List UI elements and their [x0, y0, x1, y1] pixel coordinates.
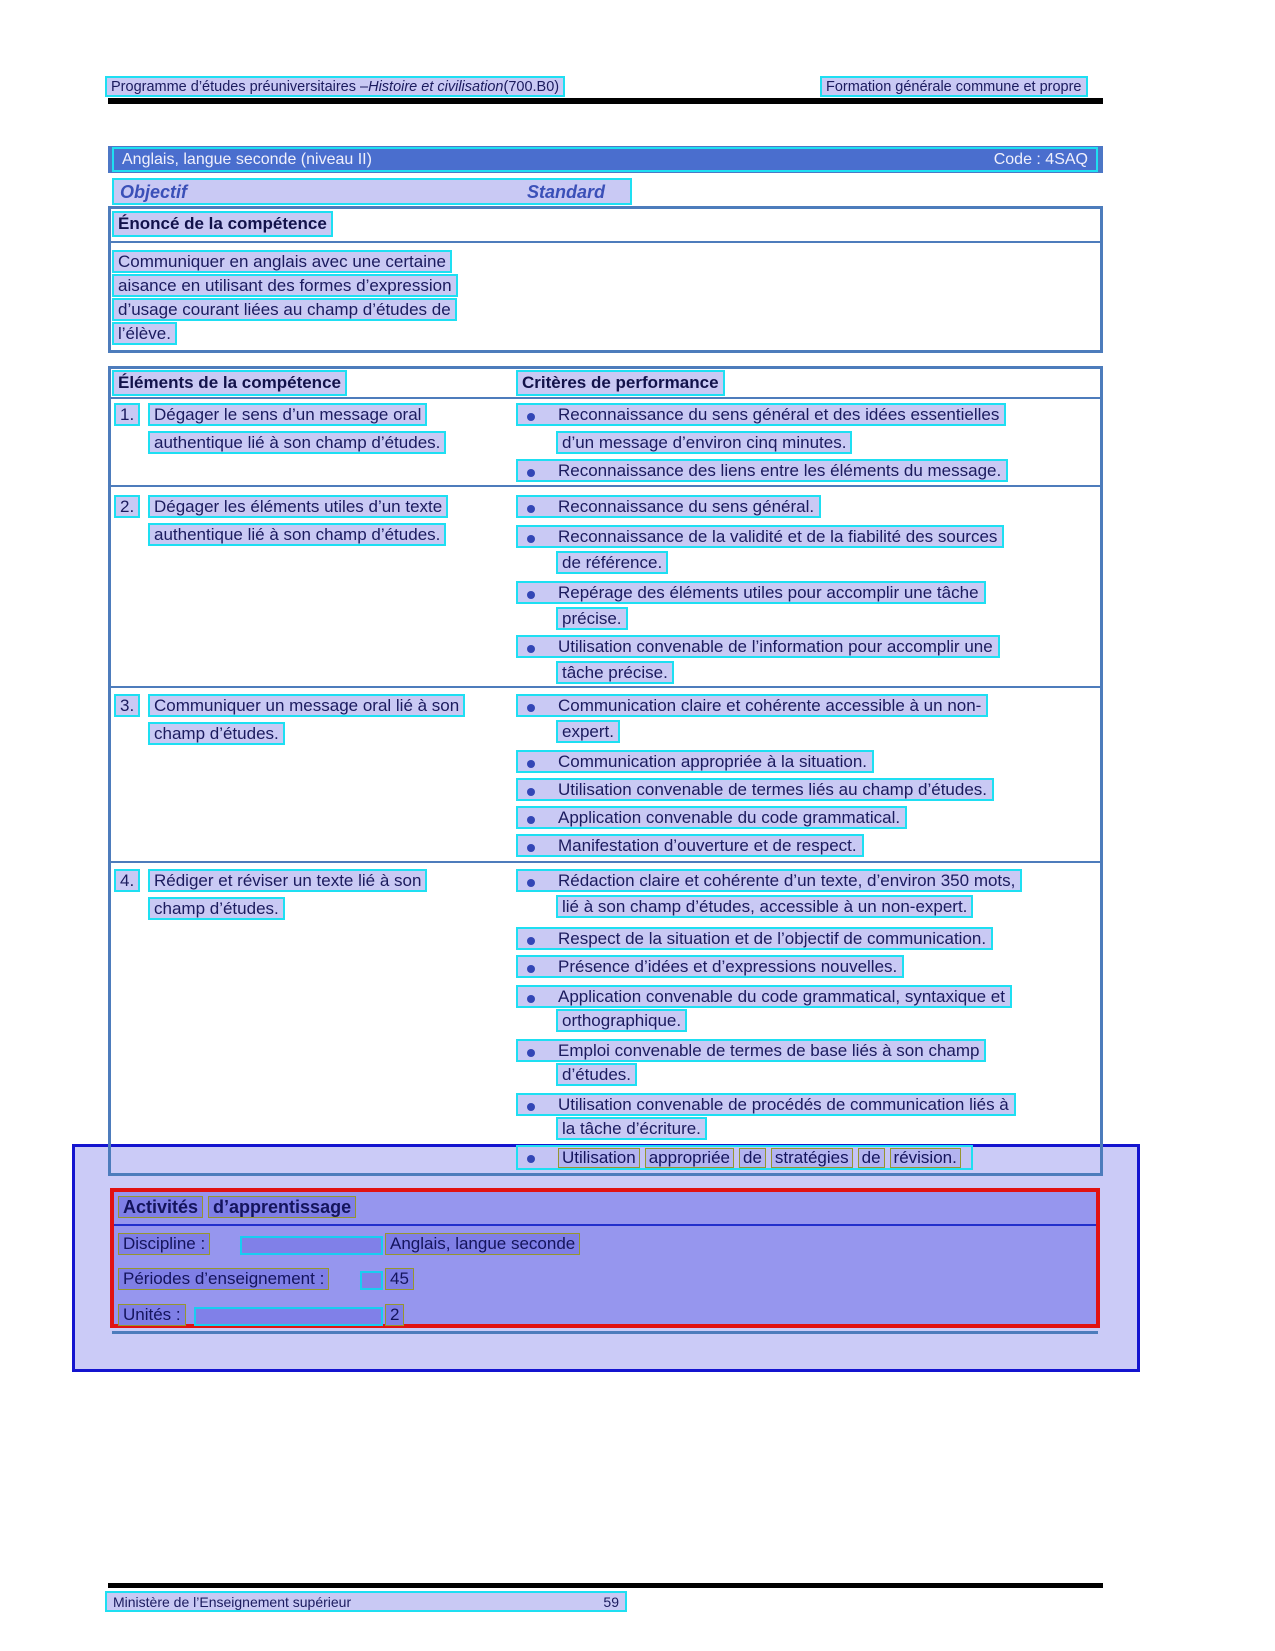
criterion-line: Communication appropriée à la situation.	[516, 750, 874, 773]
table-row-divider	[108, 485, 1103, 487]
header-left-italic: Histoire et civilisation	[368, 78, 504, 95]
element-line: champ d’études.	[148, 897, 285, 920]
criterion-line: de référence.	[556, 551, 668, 574]
criterion-line: Emploi convenable de termes de base liés à son champ	[516, 1039, 986, 1062]
objectif-label: Objectif	[120, 182, 188, 202]
bullet-icon	[527, 505, 535, 513]
activites-header	[118, 1196, 361, 1218]
table-row-divider	[108, 861, 1103, 863]
periodes-tab-highlight	[360, 1271, 383, 1290]
bullet-icon	[527, 844, 535, 852]
bullet-icon	[527, 937, 535, 945]
activites-header-divider	[114, 1224, 1096, 1226]
course-code: Code : 4SAQ	[993, 150, 1088, 168]
footer-rule	[108, 1583, 1103, 1588]
criterion-line: Reconnaissance de la validité et de la fiabilité des sources	[516, 525, 1004, 548]
elements-header: Éléments de la compétence	[112, 370, 347, 396]
periodes-value: 45	[385, 1268, 414, 1290]
bullet-icon	[527, 788, 535, 796]
criterion-line: Présence d’idées et d’expressions nouvelles.	[516, 955, 904, 978]
element-line: Communiquer un message oral lié à son	[148, 694, 465, 717]
activites-bottom-border	[112, 1331, 1098, 1334]
element-line: Rédiger et réviser un texte lié à son	[148, 869, 427, 892]
criterion-line: expert.	[556, 720, 620, 743]
enonce-line: Communiquer en anglais avec une certaine	[112, 250, 452, 273]
criterion-line: Rédaction claire et cohérente d’un texte, d’environ 350 mots,	[516, 869, 1022, 892]
criterion-line: Application convenable du code grammatical.	[516, 806, 907, 829]
title-bar	[108, 146, 1103, 173]
criterion-line: Communication claire et cohérente accessible à un non-	[516, 694, 988, 717]
criteres-header: Critères de performance	[516, 370, 725, 396]
discipline-row	[118, 1233, 215, 1255]
standard-label: Standard	[527, 182, 606, 202]
bullet-icon	[527, 760, 535, 768]
table-row-divider	[108, 686, 1103, 688]
unites-row	[118, 1304, 191, 1326]
enonce-header-divider	[108, 241, 1103, 243]
criterion-line-word-boxes	[516, 1145, 973, 1170]
criterion-line: Repérage des éléments utiles pour accomplir une tâche	[516, 581, 986, 604]
element-line: authentique lié à son champ d’études.	[148, 431, 446, 454]
element-line: champ d’études.	[148, 722, 285, 745]
criterion-line: Manifestation d’ouverture et de respect.	[516, 834, 864, 857]
row-number: 1.	[114, 403, 140, 426]
unites-label: Unités :	[118, 1304, 186, 1326]
enonce-line: aisance en utilisant des formes d’expression	[112, 274, 458, 297]
word-box: stratégies	[771, 1148, 853, 1168]
enonce-header: Énoncé de la compétence	[112, 211, 333, 237]
criterion-line: Application convenable du code grammatical, syntaxique et	[516, 985, 1012, 1008]
criterion-line: orthographique.	[556, 1009, 687, 1032]
title-bar-highlight	[112, 147, 1098, 172]
element-line: Dégager les éléments utiles d’un texte	[148, 495, 448, 518]
row-number: 3.	[114, 694, 140, 717]
bullet-icon	[527, 1103, 535, 1111]
criterion-line: tâche précise.	[556, 661, 674, 684]
bullet-icon	[527, 1049, 535, 1057]
periodes-label: Périodes d’enseignement :	[118, 1268, 329, 1290]
discipline-value: Anglais, langue seconde	[385, 1233, 580, 1255]
bullet-icon	[527, 645, 535, 653]
criterion-line: lié à son champ d’études, accessible à un non-expert.	[556, 895, 973, 918]
criterion-line: Reconnaissance du sens général et des idées essentielles	[516, 403, 1006, 426]
activites-header-word: Activités	[118, 1196, 203, 1218]
bullet-icon	[527, 1155, 535, 1163]
discipline-value-row	[385, 1233, 585, 1255]
bullet-icon	[527, 413, 535, 421]
element-line: Dégager le sens d’un message oral	[148, 403, 427, 426]
bullet-icon	[527, 995, 535, 1003]
page-number: 59	[603, 1593, 619, 1610]
criterion-line: d’études.	[556, 1063, 637, 1086]
periodes-row	[118, 1268, 334, 1290]
bullet-icon	[527, 965, 535, 973]
enonce-line: l’élève.	[112, 322, 177, 345]
criterion-line: Utilisation convenable de termes liés au champ d’études.	[516, 778, 994, 801]
unites-value-row	[385, 1304, 409, 1326]
unites-tab-highlight	[194, 1307, 383, 1326]
header-rule	[108, 98, 1103, 104]
discipline-tab-highlight	[240, 1236, 383, 1255]
discipline-label: Discipline :	[118, 1233, 210, 1255]
row-number: 4.	[114, 869, 140, 892]
footer-text: Ministère de l’Enseignement supérieur	[113, 1593, 352, 1610]
unites-value: 2	[385, 1304, 404, 1326]
bullet-icon	[527, 535, 535, 543]
element-line: authentique lié à son champ d’études.	[148, 523, 446, 546]
criterion-line: Utilisation convenable de procédés de communication liés à	[516, 1093, 1016, 1116]
footer	[105, 1591, 627, 1612]
criterion-line: Reconnaissance du sens général.	[516, 495, 821, 518]
bullet-icon	[527, 816, 535, 824]
header-right: Formation générale commune et propre	[820, 76, 1088, 97]
enonce-line: d’usage courant liées au champ d’études de	[112, 298, 457, 321]
bullet-icon	[527, 591, 535, 599]
criterion-line: Respect de la situation et de l’objectif de communication.	[516, 927, 993, 950]
activites-header-word: d’apprentissage	[208, 1196, 356, 1218]
header-left-suffix: (700.B0)	[503, 78, 560, 95]
periodes-value-row	[385, 1268, 419, 1290]
word-box: révision.	[890, 1148, 961, 1168]
table-row-divider	[108, 397, 1103, 399]
criterion-line: Utilisation convenable de l’information pour accomplir une	[516, 635, 1000, 658]
criterion-line: d’un message d’environ cinq minutes.	[556, 431, 852, 454]
bullet-icon	[527, 704, 535, 712]
word-box: appropriée	[645, 1148, 734, 1168]
word-box: de	[739, 1148, 766, 1168]
word-box: Utilisation	[558, 1148, 640, 1168]
bullet-icon	[527, 469, 535, 477]
header-left-prefix: Programme d’études préuniversitaires –	[111, 78, 369, 95]
header-left	[105, 76, 565, 97]
row-number: 2.	[114, 495, 140, 518]
course-title: Anglais, langue seconde (niveau II)	[122, 150, 372, 168]
bullet-icon	[527, 879, 535, 887]
criterion-line: précise.	[556, 607, 628, 630]
criterion-line: la tâche d’écriture.	[556, 1117, 707, 1140]
word-box: de	[858, 1148, 885, 1168]
objectif-standard-row	[112, 178, 632, 205]
criterion-line: Reconnaissance des liens entre les éléments du message.	[516, 459, 1008, 482]
